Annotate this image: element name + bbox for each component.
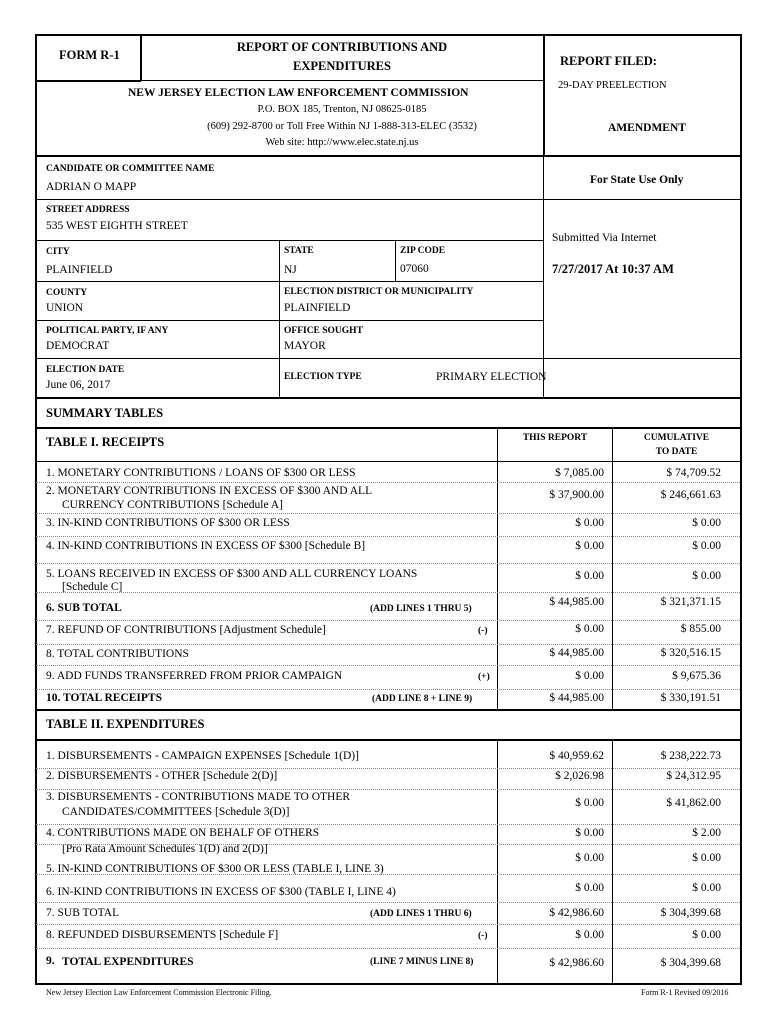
row-this-report: $ 0.00 <box>575 670 604 682</box>
row-label-cont: [Pro Rata Amount Schedules 1(D) and 2(D)] <box>62 843 268 855</box>
form-title-line2: EXPENDITURES <box>293 59 391 73</box>
row-label-cont: CANDIDATES/COMMITTEES [Schedule 3(D)] <box>62 806 290 818</box>
row-separator <box>36 482 740 483</box>
row-cumulative: $ 238,222.73 <box>660 750 721 762</box>
row-cumulative: $ 9,675.36 <box>672 670 721 682</box>
row-separator <box>36 789 740 790</box>
election-type-value: PRIMARY ELECTION <box>436 371 547 383</box>
row-label: 3. IN-KIND CONTRIBUTIONS OF $300 OR LESS <box>46 517 290 529</box>
row-cumulative: $ 0.00 <box>692 517 721 529</box>
county-value: UNION <box>46 302 84 314</box>
row-label: 1. DISBURSEMENTS - CAMPAIGN EXPENSES [Schedule 1(D)] <box>46 750 359 762</box>
row-this-report: $ 40,959.62 <box>549 750 604 762</box>
election-date-label: ELECTION DATE <box>46 365 125 375</box>
receipts-table-title: TABLE I. RECEIPTS <box>46 435 165 449</box>
form-title-line1: REPORT OF CONTRIBUTIONS AND <box>236 40 448 54</box>
row-label-cont: CURRENCY CONTRIBUTIONS [Schedule A] <box>62 499 283 511</box>
row-label: 2. DISBURSEMENTS - OTHER [Schedule 2(D)] <box>46 770 278 782</box>
row-cumulative: $ 0.00 <box>692 570 721 582</box>
agency-website: Web site: http://www.elec.state.nj.us <box>265 137 419 148</box>
row-label: 8. REFUNDED DISBURSEMENTS [Schedule F] <box>46 929 279 941</box>
row-separator <box>36 592 740 593</box>
row-cumulative: $ 0.00 <box>692 852 721 864</box>
row-note: (ADD LINES 1 THRU 5) <box>370 604 472 614</box>
county-label: COUNTY <box>46 288 88 298</box>
row-label: 1. MONETARY CONTRIBUTIONS / LOANS OF $300 OR LESS <box>46 467 356 479</box>
row-this-report: $ 0.00 <box>575 540 604 552</box>
row-this-report: $ 37,900.00 <box>549 489 604 501</box>
row-cumulative: $ 320,516.15 <box>660 647 721 659</box>
row-separator <box>36 824 740 825</box>
row-separator <box>36 536 740 537</box>
party-label: POLITICAL PARTY, IF ANY <box>46 326 169 336</box>
row-label-cont: [Schedule C] <box>62 581 123 593</box>
street-address-label: STREET ADDRESS <box>46 205 130 215</box>
row-separator <box>36 924 740 925</box>
agency-name: NEW JERSEY ELECTION LAW ENFORCEMENT COMMISSION <box>128 87 469 99</box>
row-note: (-) <box>478 626 488 636</box>
row-this-report: $ 44,985.00 <box>549 647 604 659</box>
col-cumulative-2: TO DATE <box>655 447 698 457</box>
submission-timestamp: 7/27/2017 At 10:37 AM <box>552 262 674 276</box>
row-cumulative: $ 74,709.52 <box>666 467 721 479</box>
agency-address: P.O. BOX 185, Trenton, NJ 08625-0185 <box>257 104 427 115</box>
row-cumulative: $ 0.00 <box>692 882 721 894</box>
row-this-report: $ 0.00 <box>575 570 604 582</box>
city-label: CITY <box>46 247 70 257</box>
row-label: 7. SUB TOTAL <box>46 907 120 919</box>
row-label: 5. IN-KIND CONTRIBUTIONS OF $300 OR LESS (TABLE I, LINE 3) <box>46 863 384 875</box>
row-this-report: $ 0.00 <box>575 929 604 941</box>
row-note: (-) <box>478 931 488 941</box>
row-label: 6. IN-KIND CONTRIBUTIONS IN EXCESS OF $300 (TABLE I, LINE 4) <box>46 886 396 898</box>
row-label: 10. TOTAL RECEIPTS <box>46 692 162 704</box>
row-label-bold: TOTAL EXPENDITURES <box>62 956 194 968</box>
party-value: DEMOCRAT <box>46 340 110 352</box>
row-label: 7. REFUND OF CONTRIBUTIONS [Adjustment Schedule] <box>46 624 326 636</box>
candidate-name: ADRIAN O MAPP <box>46 181 137 193</box>
submitted-via: Submitted Via Internet <box>552 232 657 244</box>
row-cumulative: $ 304,399.68 <box>660 907 721 919</box>
row-separator <box>36 665 740 666</box>
row-this-report: $ 0.00 <box>575 882 604 894</box>
row-cumulative: $ 855.00 <box>680 623 721 635</box>
row-separator <box>36 874 740 875</box>
office-value: MAYOR <box>284 340 326 352</box>
row-this-report: $ 44,985.00 <box>549 692 604 704</box>
row-cumulative: $ 330,191.51 <box>660 692 721 704</box>
district-label: ELECTION DISTRICT OR MUNICIPALITY <box>284 287 474 297</box>
row-label: 6. SUB TOTAL <box>46 602 122 614</box>
zip-label: ZIP CODE <box>400 246 446 256</box>
row-separator <box>36 902 740 903</box>
candidate-name-label: CANDIDATE OR COMMITTEE NAME <box>46 164 215 174</box>
row-cumulative: $ 41,862.00 <box>666 797 721 809</box>
row-label: 4. CONTRIBUTIONS MADE ON BEHALF OF OTHERS <box>46 827 320 839</box>
row-label: 2. MONETARY CONTRIBUTIONS IN EXCESS OF $300 AND ALL <box>46 485 373 497</box>
row-separator <box>36 620 740 621</box>
row-cumulative: $ 246,661.63 <box>660 489 721 501</box>
footer-left: New Jersey Election Law Enforcement Commission Electronic Filing. <box>46 988 272 997</box>
election-type-label: ELECTION TYPE <box>284 372 362 382</box>
row-separator <box>36 844 740 845</box>
row-cumulative: $ 304,399.68 <box>660 957 721 969</box>
row-cumulative: $ 321,371.15 <box>660 596 721 608</box>
row-label: 9. ADD FUNDS TRANSFERRED FROM PRIOR CAMPAIGN <box>46 670 343 682</box>
agency-phone: (609) 292-8700 or Toll Free Within NJ 1-888-313-ELEC (3532) <box>207 121 477 132</box>
row-cumulative: $ 0.00 <box>692 540 721 552</box>
row-separator <box>36 563 740 564</box>
col-cumulative-1: CUMULATIVE <box>643 433 710 443</box>
row-cumulative: $ 0.00 <box>692 929 721 941</box>
row-label: 3. DISBURSEMENTS - CONTRIBUTIONS MADE TO OTHER <box>46 791 351 803</box>
row-note: (+) <box>478 672 490 682</box>
report-type: 29-DAY PREELECTION <box>558 80 667 91</box>
street-address: 535 WEST EIGHTH STREET <box>46 220 188 232</box>
zip-value: 07060 <box>400 263 429 275</box>
expenditures-table-title: TABLE II. EXPENDITURES <box>46 717 205 731</box>
row-note: (ADD LINE 8 + LINE 9) <box>372 694 473 704</box>
city-value: PLAINFIELD <box>46 264 113 276</box>
row-this-report: $ 0.00 <box>575 827 604 839</box>
row-separator <box>36 768 740 769</box>
row-separator <box>36 689 740 690</box>
row-label: 4. IN-KIND CONTRIBUTIONS IN EXCESS OF $300 [Schedule B] <box>46 540 366 552</box>
row-label: 9. <box>46 955 55 967</box>
summary-tables-title: SUMMARY TABLES <box>46 406 164 420</box>
row-this-report: $ 42,986.60 <box>549 957 604 969</box>
amendment-label: AMENDMENT <box>608 122 686 134</box>
row-label: 8. TOTAL CONTRIBUTIONS <box>46 648 189 660</box>
row-this-report: $ 0.00 <box>575 517 604 529</box>
district-value: PLAINFIELD <box>284 302 351 314</box>
row-separator <box>36 513 740 514</box>
form-id: FORM R-1 <box>59 48 120 62</box>
row-note: (ADD LINES 1 THRU 6) <box>370 909 472 919</box>
row-separator <box>36 644 740 645</box>
office-label: OFFICE SOUGHT <box>284 326 363 336</box>
report-filed-label: REPORT FILED: <box>560 54 657 68</box>
row-this-report: $ 44,985.00 <box>549 596 604 608</box>
election-date-value: June 06, 2017 <box>46 379 111 391</box>
row-cumulative: $ 2.00 <box>692 827 721 839</box>
footer-right: Form R-1 Revised 09/2016 <box>641 988 729 997</box>
row-this-report: $ 42,986.60 <box>549 907 604 919</box>
row-note: (LINE 7 MINUS LINE 8) <box>370 957 474 967</box>
row-this-report: $ 2,026.98 <box>555 770 604 782</box>
row-this-report: $ 0.00 <box>575 623 604 635</box>
row-label: 5. LOANS RECEIVED IN EXCESS OF $300 AND ALL CURRENCY LOANS <box>46 568 418 580</box>
row-this-report: $ 7,085.00 <box>555 467 604 479</box>
row-this-report: $ 0.00 <box>575 852 604 864</box>
row-separator <box>36 948 740 949</box>
row-this-report: $ 0.00 <box>575 797 604 809</box>
col-this-report: THIS REPORT <box>522 433 588 443</box>
state-label: STATE <box>284 246 314 256</box>
state-use-label: For State Use Only <box>590 174 684 186</box>
row-cumulative: $ 24,312.95 <box>666 770 721 782</box>
state-value: NJ <box>284 264 297 276</box>
